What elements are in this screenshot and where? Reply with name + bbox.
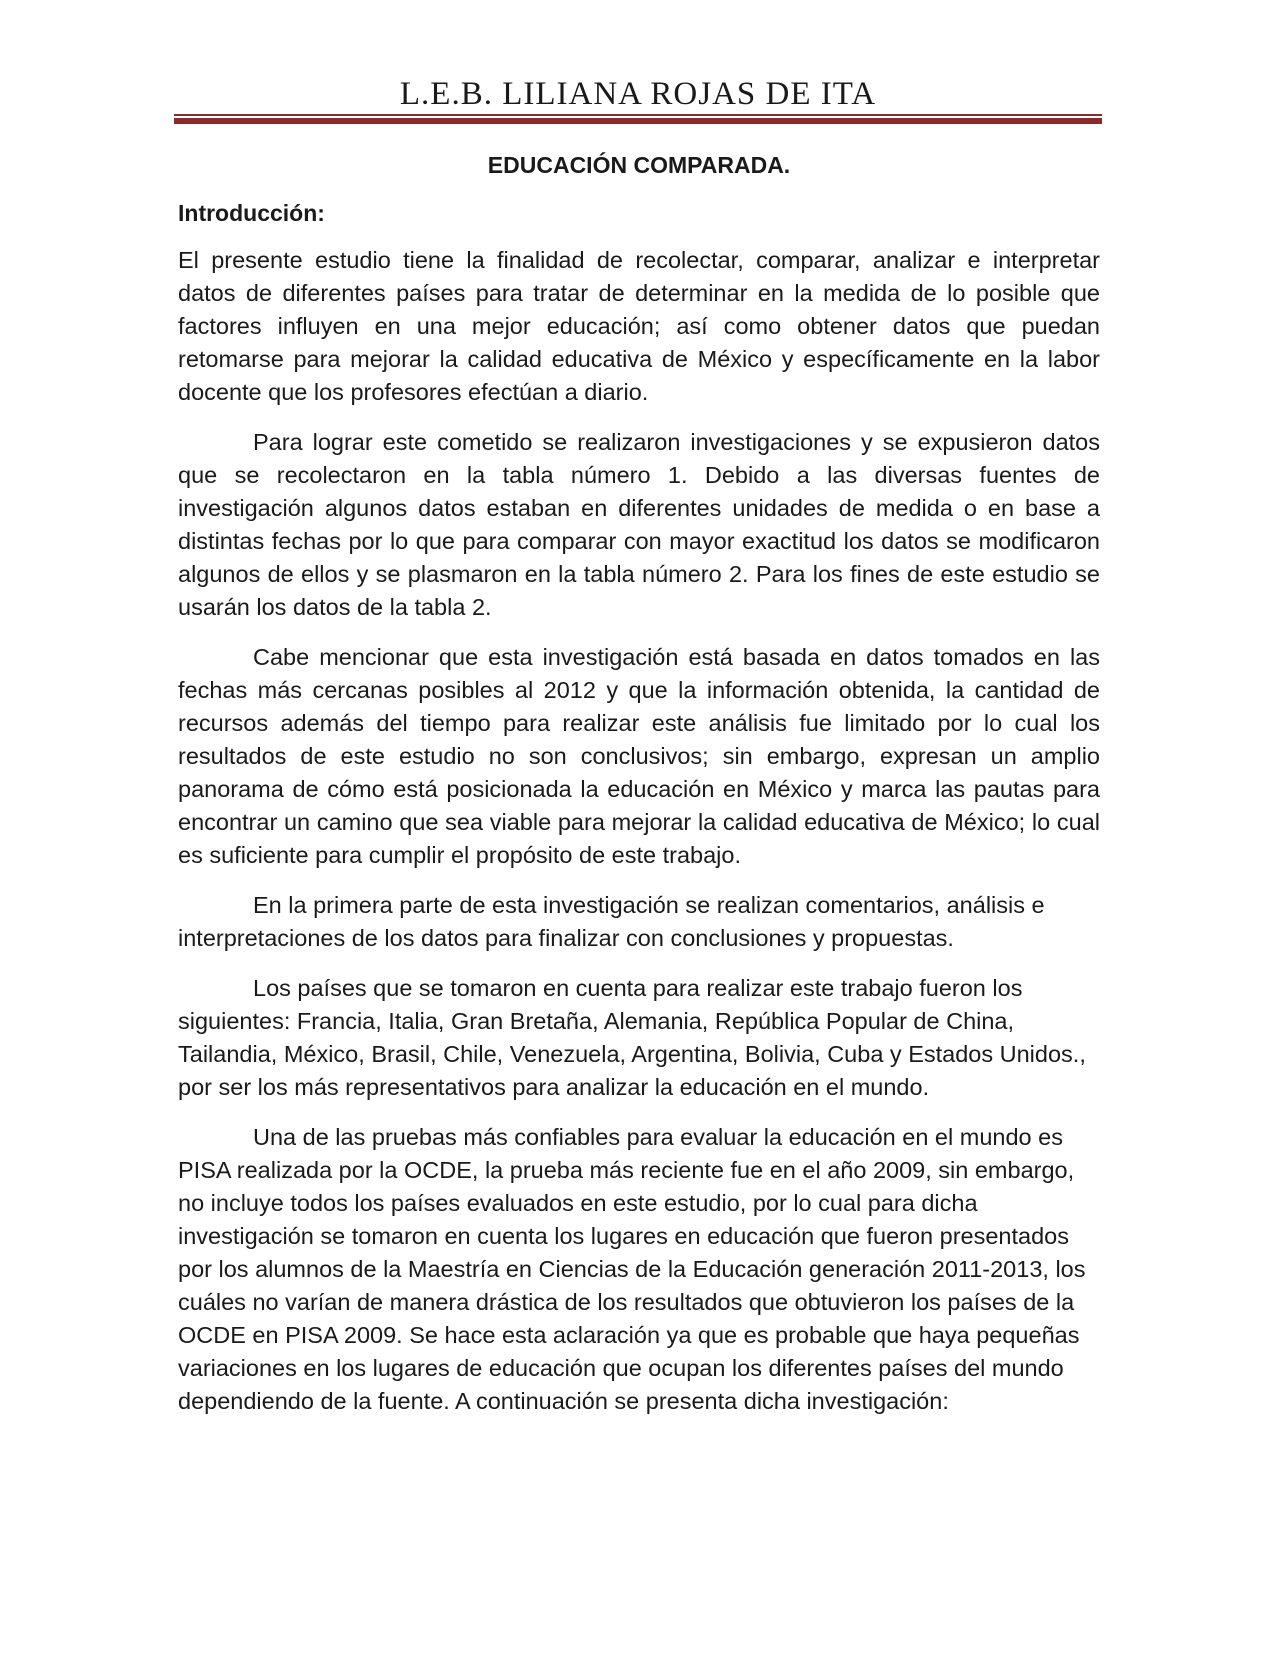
section-heading: Introducción:: [178, 200, 325, 226]
paragraph-pisa: Una de las pruebas más confiables para evaluar la educación en el mundo es PISA realizada por la OCDE, la prueba más reciente fue en el año 2009, sin embargo, no incluye todos los países evaluados en este estudio, por lo cual para dicha investigación se tomaron en cuenta los lugares en educación que fueron presentados por los alumnos de la Maestría en Ciencias de la Educación generación 2011-2013, los cuáles no varían de manera drástica de los resultados que obtuvieron los países de la OCDE en PISA 2009. Se hace esta aclaración ya que es probable que haya pequeñas variaciones en los lugares de educación que ocupan los diferentes países del mundo dependiendo de la fuente. A continuación se presenta dicha investigación:: [178, 1124, 1086, 1414]
header-rule-thin: [174, 114, 1102, 116]
header-rule-thick: [174, 118, 1102, 124]
paragraph-intro: El presente estudio tiene la finalidad de recolectar, comparar, analizar e interpretar datos de diferentes países para tratar de determinar en la medida de lo posible que factores influyen en una mejor educación; así como obtener datos que puedan retomarse para mejorar la calidad educativa de México y específicamente en la labor docente que los profesores efectúan a diario.: [178, 247, 1100, 405]
document-body: [178, 148, 1100, 1435]
paragraph-scope: Cabe mencionar que esta investigación está basada en datos tomados en las fechas más cercanas posibles al 2012 y que la información obtenida, la cantidad de recursos además del tiempo para realizar este análisis fue limitado por lo cual los resultados de este estudio no son conclusivos; sin embargo, expresan un amplio panorama de cómo está posicionada la educación en México y marca las pautas para encontrar un camino que sea viable para mejorar la calidad educativa de México; lo cual es suficiente para cumplir el propósito de este trabajo.: [178, 644, 1100, 868]
paragraph-structure: En la primera parte de esta investigación se realizan comentarios, análisis e interpretaciones de los datos para finalizar con conclusiones y propuestas.: [178, 892, 1045, 951]
header-author: L.E.B. LILIANA ROJAS DE ITA: [399, 76, 877, 112]
paragraph-method: Para lograr este cometido se realizaron investigaciones y se expusieron datos que se recolectaron en la tabla número 1. Debido a las diversas fuentes de investigación algunos datos estaban en diferentes unidades de medida o en base a distintas fechas por lo que para comparar con mayor exactitud los datos se modificaron algunos de ellos y se plasmaron en la tabla número 2. Para los fines de este estudio se usarán los datos de la tabla 2.: [178, 429, 1100, 620]
paragraph-countries: Los países que se tomaron en cuenta para realizar este trabajo fueron los siguientes: Francia, Italia, Gran Bretaña, Alemania, República Popular de China, Tailandia, México, Brasil, Chile, Venezuela, Argentina, Bolivia, Cuba y Estados Unidos., por ser los más representativos para analizar la educación en el mundo.: [178, 975, 1086, 1100]
document-title: EDUCACIÓN COMPARADA.: [487, 152, 791, 178]
